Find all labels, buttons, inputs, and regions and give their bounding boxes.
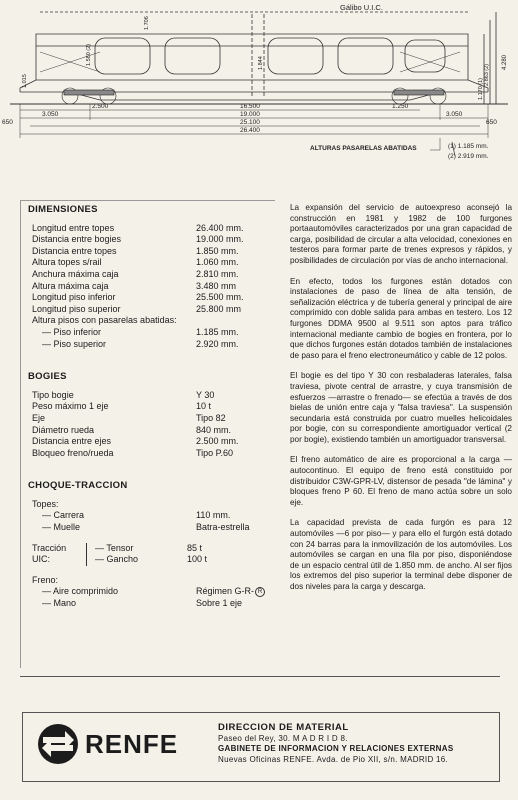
renfe-arrows-icon (37, 723, 79, 765)
paragraph: El bogie es del tipo Y 30 con resbaladeras laterales, falsa traviesa, pivote central de arrastre, y cuya transmisión de esfuerzos —arrastre o frenado— se efectúa a través de dos bielas de unión entre caja y "falsa traviesa". La suspensión secundaria está construida por cuatro muelles helicoidales por bogie, con su correspondiente amortiguador vertical (2 por bogie), existiendo también un amortiguador transversal. (290, 371, 512, 444)
platforms-label: ALTURAS PASARELAS ABATIDAS (310, 145, 417, 152)
footer-line-4: Nuevas Oficinas RENFE. Avda. de Pio XII, s/n. MADRID 16. (218, 754, 449, 764)
wagon-elevation-drawing (0, 0, 518, 168)
dim-2500: 2.500 (92, 103, 109, 110)
freno-label: Freno: (32, 574, 59, 585)
spec-row: — Muelle Batra-estrella (42, 522, 250, 533)
spec-row: Distancia entre bogies 19.000 mm. (32, 234, 244, 245)
spec-row: Longitud piso superior 25.800 mm (32, 303, 242, 314)
footer-line-3: GABINETE DE INFORMACION Y RELACIONES EXTERNAS (218, 744, 454, 753)
gauge-label: Gálibo U.I.C. (340, 3, 383, 12)
dim-1015: 1.015 (22, 74, 28, 88)
spec-row: Tipo bogie Y 30 (32, 389, 215, 400)
dim-3050-left: 3.050 (42, 111, 59, 118)
dimensiones-rows (22, 223, 277, 351)
spec-row: Altura máxima caja 3.480 mm (32, 280, 237, 291)
specs-column (22, 200, 277, 610)
platform-note-1: (1) 1.185 mm. (448, 143, 489, 150)
dim-650-right: 650 (486, 119, 497, 126)
dim-1250: 1.250 (392, 103, 409, 110)
description-text (290, 203, 512, 603)
footer-box (22, 712, 500, 782)
spec-row: Longitud piso inferior 25.500 mm. (32, 292, 244, 303)
spec-row: Altura topes s/rail 1.060 mm. (32, 257, 239, 268)
paragraph: El freno automático de aire es proporcional a la carga —autocontinuo. El equipo de freno está constituido por distribuidor C3W-GPR-LV, distensor de pesada "de lámina" y bloques freno P 60. El freno de mano actúa sobre un solo eje. (290, 455, 512, 507)
pisos-label: Altura pisos con pasarelas abatidas: (32, 315, 177, 326)
divider (20, 676, 500, 677)
dim-1706: 1.706 (144, 16, 150, 30)
footer-line-1: DIRECCION DE MATERIAL (218, 722, 349, 733)
spec-row: — Tensor 85 t (95, 542, 203, 553)
spec-row: — Aire comprimido Régimen G-R- R (22, 586, 277, 598)
dim-4280: 4.280 (502, 54, 508, 70)
spec-row: — Piso superior 2.920 mm. (42, 338, 239, 349)
spec-row: — Mano Sobre 1 eje (42, 598, 243, 609)
bogies-title: BOGIES (28, 371, 67, 383)
spec-row: Diámetro rueda 840 mm. (32, 424, 232, 435)
traccion-uic: Tracción UIC: — Tensor 85 t — Gancho 100 t (32, 542, 208, 565)
topes-label: Topes: (32, 498, 59, 509)
bogies-rows (22, 390, 277, 460)
dim-3050-right: 3.050 (446, 111, 463, 118)
spec-row: Longitud entre topes 26.400 mm. (32, 222, 244, 233)
dim-26400: 26.400 (240, 127, 260, 134)
spec-row: Eje Tipo 82 (32, 412, 226, 423)
spec-row: — Piso inferior 1.185 mm. (42, 326, 239, 337)
dim-25100: 25.100 (240, 119, 260, 126)
platform-note-2: (2) 2.919 mm. (448, 153, 489, 160)
dim-650-left: 650 (2, 119, 13, 126)
spec-row: Peso máximo 1 eje 10 t (32, 401, 212, 412)
footer-line-2: Paseo del Rey, 30. M A D R I D 8. (218, 733, 348, 743)
dim-19000: 19.000 (240, 111, 260, 118)
dim-1170: 1.170 (1) (478, 77, 484, 100)
dim-16500: 16.500 (240, 103, 260, 110)
dim-1580: 1.580 (2) (86, 43, 92, 66)
paragraph: La expansión del servicio de autoexpreso aconsejó la construcción en 1981 y 1982 de 100 furgones portaautomóviles caracterizados por una gran capacidad de carga, posibilidad de circular a alta velocidad, conexiones en testeros para formar parte de trenes expresos y rápidos, y posibilidades de circulación por vías de ancho internacional. (290, 203, 512, 265)
spec-row: Distancia entre ejes 2.500 mm. (32, 436, 239, 447)
regimen-r-badge: R (255, 587, 265, 597)
spec-row: — Gancho 100 t (95, 554, 208, 565)
dim-2863: 2.863 (2) (484, 63, 490, 86)
spec-row: Bloqueo freno/rueda Tipo P.60 (32, 447, 234, 458)
renfe-wordmark: RENFE (85, 728, 179, 759)
paragraph: La capacidad prevista de cada furgón es para 12 automóviles —6 por piso— y para ello el furgón está dotado con 24 barras para la inmovilización de los automóviles. Los automóviles se cargan en una fila por piso, disponiéndose de un espacio central útil de 1.850 mm. de ancho. Al ser fijos los extremos del piso superior la terminal debe disponer de dos niveles para la carga y descarga. (290, 518, 512, 591)
renfe-logo (37, 723, 178, 765)
dimensiones-title: DIMENSIONES (28, 204, 98, 215)
paragraph: En efecto, todos los furgones están dotados con instalaciones de paso de línea de alta tensión, de señalización eléctrica y de tubería general y principal de aire comprimido con doble salida para ambas en testero. Los 12 furgones DDMA 9500 al 9.511 son aptos para tráfico internacional mediante cambio de bogies en frontera, por lo que dichos furgones están dotados también de instalaciones de paso para el freno electroneumático y cable de 12 polos. (290, 276, 512, 360)
choque-traccion-title: CHOQUE-TRACCION (28, 480, 128, 492)
dim-1844: 1.844 (258, 56, 264, 70)
footer-address (218, 723, 453, 765)
spec-row: — Carrera 110 mm. (42, 510, 231, 521)
spec-row: Anchura máxima caja 2.810 mm. (32, 268, 239, 279)
spec-row: Distancia entre topes 1.850 mm. (32, 245, 239, 256)
